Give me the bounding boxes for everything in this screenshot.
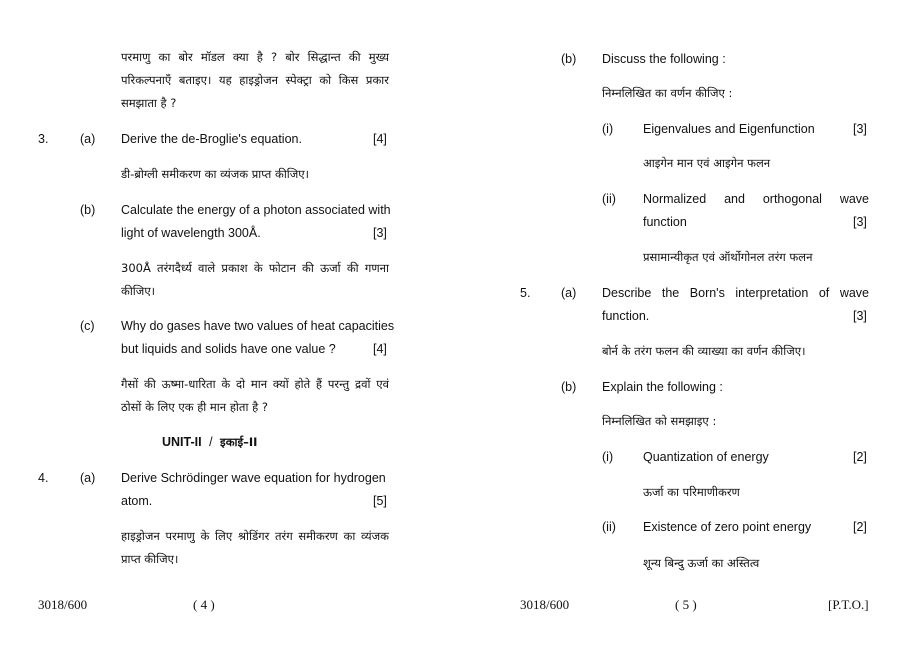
q3a-marks: [4] bbox=[373, 132, 387, 146]
q4b-english: Discuss the following : bbox=[602, 52, 726, 66]
q4b-ii-hindi: प्रसामान्यीकृत एवं ऑर्थोगोनल तरंग फलन bbox=[643, 250, 813, 264]
q3c-hindi: गैसों की ऊष्मा-धारिता के दो मान क्यों होते हैं परन्तु द्रवों एवं ठोसों के लिए एक ही मान होता है ? bbox=[121, 377, 389, 414]
q3a-label: (a) bbox=[80, 132, 96, 146]
q4b-ii-english-line2: function bbox=[643, 215, 687, 229]
q3c-marks: [4] bbox=[373, 342, 387, 356]
q5b-hindi: निम्नलिखित को समझाइए : bbox=[602, 414, 717, 428]
q5b-i-english: Quantization of energy bbox=[643, 450, 769, 464]
q4b-i-english: Eigenvalues and Eigenfunction bbox=[643, 122, 815, 136]
pto-label: [P.T.O.] bbox=[828, 597, 869, 612]
q3b-marks: [3] bbox=[373, 226, 387, 240]
q4b-label: (b) bbox=[561, 52, 577, 66]
q5b-ii-hindi: शून्य बिन्दु ऊर्जा का अस्तित्व bbox=[643, 556, 760, 570]
right-footer-code: 3018/600 bbox=[520, 597, 570, 612]
unit-heading-hindi: इकाई–II bbox=[220, 435, 258, 449]
q5b-label: (b) bbox=[561, 380, 577, 394]
unit-heading-english: UNIT-II bbox=[162, 435, 202, 449]
q5b-ii-marks: [2] bbox=[853, 520, 867, 534]
q4b-i-marks: [3] bbox=[853, 122, 867, 136]
q3c-label: (c) bbox=[80, 319, 95, 333]
q3c-english-line2: but liquids and solids have one value ? bbox=[121, 342, 336, 356]
q4b-ii-label: (ii) bbox=[602, 192, 616, 206]
q4a-english-line1: Derive Schrödinger wave equation for hydrogen bbox=[121, 471, 386, 485]
q5b-i-label: (i) bbox=[602, 450, 614, 464]
q3a-hindi: डी-ब्रोग्ली समीकरण का व्यंजक प्राप्त कीजिए। bbox=[121, 167, 310, 181]
q3a-english: Derive the de-Broglie's equation. bbox=[121, 132, 302, 146]
q3b-label: (b) bbox=[80, 203, 96, 217]
q5a-hindi: बोर्न के तरंग फलन की व्याख्या का वर्णन कीजिए। bbox=[602, 344, 806, 358]
q3b-english-line2: light of wavelength 300Å. bbox=[121, 226, 261, 240]
unit-heading-separator: / bbox=[209, 435, 213, 449]
q4a-label: (a) bbox=[80, 471, 96, 485]
q5a-label: (a) bbox=[561, 286, 577, 300]
q5a-english-line1: Describe the Born's interpretation of wave bbox=[602, 286, 869, 300]
q5b-english: Explain the following : bbox=[602, 380, 723, 394]
q3-number: 3. bbox=[38, 132, 49, 146]
q5-number: 5. bbox=[520, 286, 531, 300]
q4a-hindi: हाइड्रोजन परमाणु के लिए श्रोडिंगर तरंग समीकरण का व्यंजक प्राप्त कीजिए। bbox=[121, 529, 389, 566]
q5a-marks: [3] bbox=[853, 309, 867, 323]
q5b-i-hindi: ऊर्जा का परिमाणीकरण bbox=[643, 485, 740, 499]
q4b-i-hindi: आइगेन मान एवं आइगेन फलन bbox=[643, 156, 771, 170]
q5b-i-marks: [2] bbox=[853, 450, 867, 464]
q2-hindi-continuation: परमाणु का बोर मॉडल क्या है ? बोर सिद्धान्त की मुख्य परिकल्पनाएँ बताइए। यह हाइड्रोजन स्पेक्ट्रा को किस प्रकार समझाता है ? bbox=[121, 50, 389, 110]
right-page-number: ( 5 ) bbox=[675, 597, 697, 612]
left-page-number: ( 4 ) bbox=[193, 597, 215, 612]
q3b-english-line1: Calculate the energy of a photon associated with bbox=[121, 203, 391, 217]
q5a-english-line2: function. bbox=[602, 309, 650, 323]
q4b-i-label: (i) bbox=[602, 122, 614, 136]
q4-number: 4. bbox=[38, 471, 49, 485]
q4a-english-line2: atom. bbox=[121, 494, 153, 508]
q4b-ii-english-line1: Normalized and orthogonal wave bbox=[643, 192, 869, 206]
q4b-hindi: निम्नलिखित का वर्णन कीजिए : bbox=[602, 86, 733, 100]
q3c-english-line1: Why do gases have two values of heat capacities bbox=[121, 319, 395, 333]
left-footer-code: 3018/600 bbox=[38, 597, 88, 612]
q4a-marks: [5] bbox=[373, 494, 387, 508]
unit-heading bbox=[162, 431, 257, 454]
q4b-ii-marks: [3] bbox=[853, 215, 867, 229]
q5b-ii-english: Existence of zero point energy bbox=[643, 520, 812, 534]
q3b-hindi: 300Å तरंगदैर्ध्य वाले प्रकाश के फोटान की ऊर्जा की गणना कीजिए। bbox=[121, 261, 389, 298]
q5b-ii-label: (ii) bbox=[602, 520, 616, 534]
